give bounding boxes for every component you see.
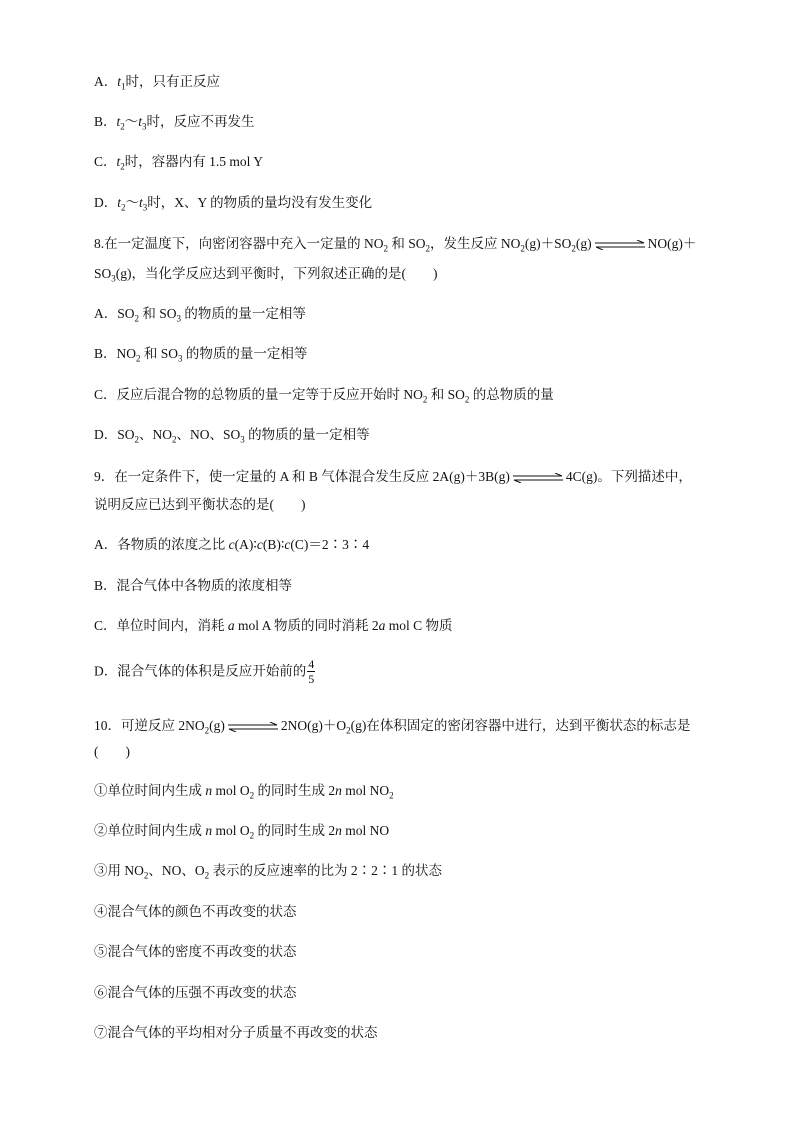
option-text: 时，X、Y 的物质的量均没有发生变化 xyxy=(147,195,373,210)
subscript: 3 xyxy=(142,202,148,213)
var-t: t xyxy=(116,114,121,129)
q10-item-7: ⑦混合气体的平均相对分子质量不再改变的状态 xyxy=(94,1025,378,1040)
option-text: 时，只有正反应 xyxy=(125,74,221,89)
subscript: 2 xyxy=(120,161,125,172)
q7-option-a xyxy=(94,72,220,92)
subscript: 2 xyxy=(383,243,388,254)
var-t: t xyxy=(139,195,143,210)
q10-item-3: ③用 $NO_2$、NO、$O_2$ 表示的反应速率的比为 2∶2∶1 的状态 xyxy=(94,863,442,881)
subscript: 2 xyxy=(520,243,525,254)
q8-option-c: C．反应后混合物的总物质的量一定等于反应开始时 $NO_2$ 和 $SO_2$ 的总物质的量 xyxy=(94,387,554,405)
stem-text: (g) xyxy=(575,236,592,251)
stem-text: 说明反应已达到平衡状态的是( ) xyxy=(94,497,306,512)
equilibrium-arrow-icon xyxy=(227,722,279,732)
subscript: 2 xyxy=(571,243,576,254)
q10-item-1: ①单位时间内生成 n mol $O_2$ 的同时生成 2n mol $NO_2$ xyxy=(94,783,394,801)
var-t: t xyxy=(138,114,143,129)
stem-text: (g)，当化学反应达到平衡时，下列叙述正确的是( ) xyxy=(115,266,438,281)
q10-item-4: ④混合气体的颜色不再改变的状态 xyxy=(94,904,297,919)
q10-stem-line2: ( ) xyxy=(94,744,130,759)
equilibrium-arrow-icon xyxy=(594,240,646,250)
equilibrium-arrow-icon xyxy=(512,473,564,483)
subscript: 2 xyxy=(121,202,126,213)
tilde: ～ xyxy=(125,195,140,210)
subscript: 3 xyxy=(142,121,147,132)
option-prefix: C． xyxy=(94,154,117,169)
stem-text: NO(g)＋ xyxy=(647,236,697,251)
option-prefix: B． xyxy=(94,114,117,129)
subscript: 2 xyxy=(120,121,125,132)
subscript: 2 xyxy=(425,243,431,254)
stem-text: SO xyxy=(94,266,112,281)
q8-stem-line1 xyxy=(94,234,696,254)
q9-option-d: D．混合气体的体积是反应开始前的 $\frac{4}{5}$ xyxy=(94,657,315,686)
stem-text: 4C(g)。下列描述中， xyxy=(565,469,692,484)
fraction-numerator: 4 xyxy=(308,657,315,671)
stem-text: (g)＋SO xyxy=(524,236,572,251)
subscript: 1 xyxy=(121,81,126,92)
subscript: 3 xyxy=(111,273,116,284)
stem-text: 8.在一定温度下，向密闭容器中充入一定量的 NO xyxy=(94,236,384,251)
q10-item-5: ⑤混合气体的密度不再改变的状态 xyxy=(94,944,297,959)
stem-text: ，发生反应 NO xyxy=(430,236,521,251)
fraction xyxy=(307,658,315,685)
option-text: 时，反应不再发生 xyxy=(146,114,255,129)
q10-item-6: ⑥混合气体的压强不再改变的状态 xyxy=(94,985,297,1000)
q7-option-d xyxy=(94,193,372,213)
var-t: t xyxy=(116,154,121,169)
option-text: 时，容器内有 1.5 mol Y xyxy=(124,154,264,169)
q8-option-b: B．$NO_2$ 和 $SO_3$ 的物质的量一定相等 xyxy=(94,346,308,364)
tilde: ～ xyxy=(124,114,139,129)
q9-option-c: C．单位时间内，消耗 a mol A 物质的同时消耗 2a mol C 物质 xyxy=(94,618,453,633)
fraction-denominator: 5 xyxy=(308,672,315,686)
q10-item-2: ②单位时间内生成 n mol $O_2$ 的同时生成 2n mol NO xyxy=(94,823,390,841)
stem-text: 9．在一定条件下，使一定量的 A 和 B 气体混合发生反应 2A(g)＋3B(g) xyxy=(94,469,510,484)
q8-stem-line2 xyxy=(94,264,438,284)
q9-option-a: A．各物质的浓度之比 c(A)∶c(B)∶c(C)＝2∶3∶4 xyxy=(94,537,370,552)
option-prefix: A． xyxy=(94,74,118,89)
var-t: t xyxy=(117,195,122,210)
q8-option-d: D．$SO_2$、$NO_2$、NO、$SO_3$ 的物质的量一定相等 xyxy=(94,427,370,445)
q9-option-b: B．混合气体中各物质的浓度相等 xyxy=(94,578,293,593)
q8-option-a: A．$SO_2$ 和 $SO_3$ 的物质的量一定相等 xyxy=(94,306,306,324)
q9-stem-line2 xyxy=(94,495,306,515)
q7-option-b xyxy=(94,112,255,132)
option-prefix: D． xyxy=(94,195,118,210)
q7-option-c xyxy=(94,152,263,172)
var-t: t xyxy=(117,74,122,89)
q10-stem-line1: 10．可逆反应 $2NO_2(g)$ $2NO(g)+O_2(g)$在体积固定的密闭容器中进行，达到平衡状态的标志是 xyxy=(94,718,691,736)
stem-text: 和 SO xyxy=(388,236,426,251)
q9-stem-line1 xyxy=(94,467,692,487)
